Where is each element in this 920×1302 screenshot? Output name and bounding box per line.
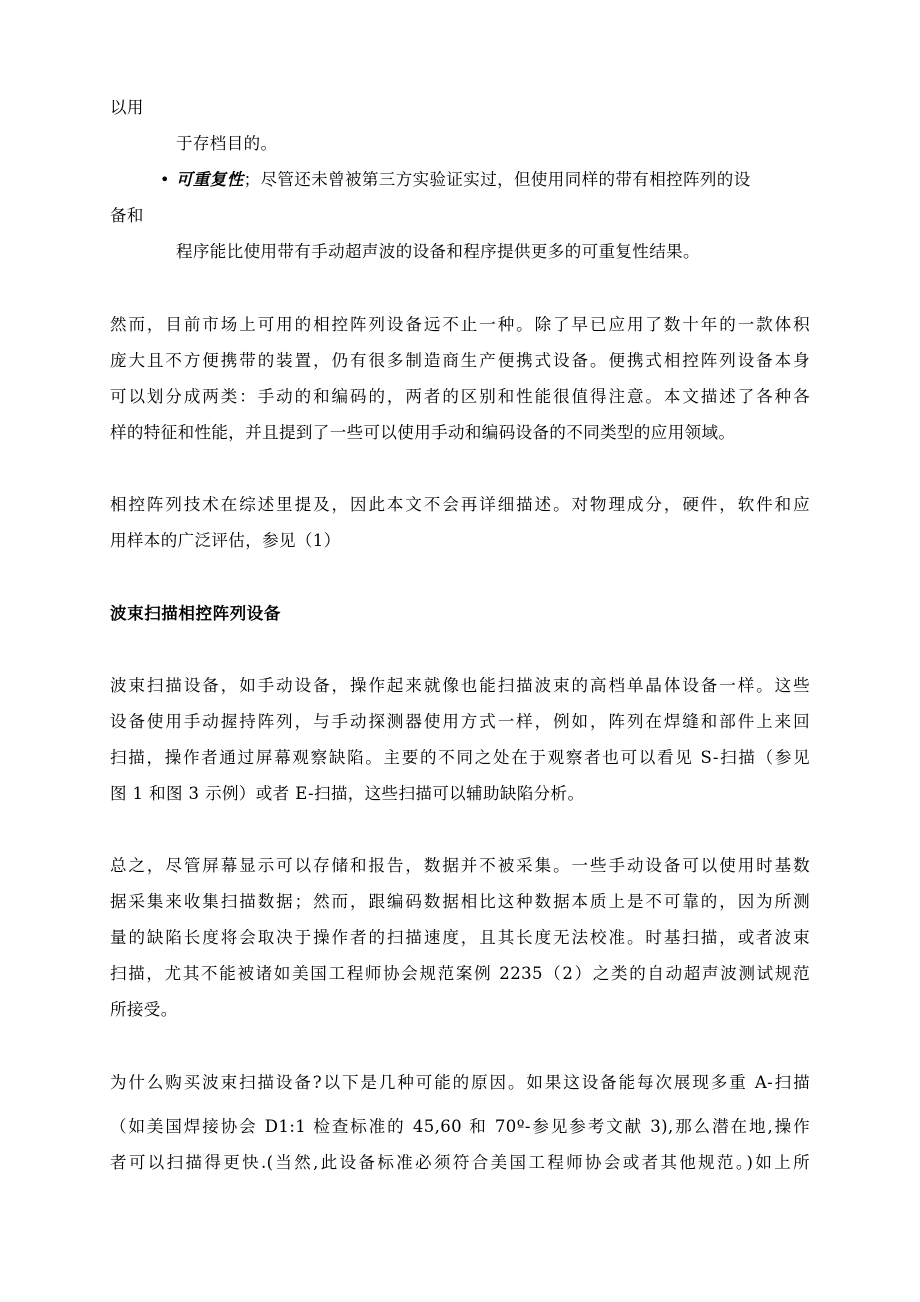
paragraph-line: 据采集来收集扫描数据；然而，跟编码数据相比这种数据本质上是不可靠的，因为所测	[110, 892, 810, 911]
text-line: 于存档目的。	[176, 134, 278, 153]
bullet-icon: •	[160, 170, 170, 189]
paragraph-line: 样的特征和性能，并且提到了一些可以使用手动和编码设备的不同类型的应用领域。	[110, 423, 736, 442]
text-line: 程序能比使用带有手动超声波的设备和程序提供更多的可重复性结果。	[176, 242, 700, 261]
bullet-text: ；尽管还未曾被第三方实验证实过，但使用同样的带有相控阵列的设	[243, 170, 751, 189]
text-line: 以用	[110, 98, 144, 117]
paragraph-line: 相控阵列技术在综述里提及，因此本文不会再详细描述。对物理成分，硬件，软件和应	[110, 495, 810, 514]
paragraph-line: 然而，目前市场上可用的相控阵列设备远不止一种。除了早已应用了数十年的一款体积	[110, 315, 810, 334]
paragraph-line: 设备使用手动握持阵列，与手动探测器使用方式一样，例如，阵列在焊缝和部件上来回	[110, 712, 810, 731]
text-line: 备和	[110, 206, 144, 225]
bullet-line	[176, 168, 751, 192]
paragraph-line: 所接受。	[110, 1000, 178, 1019]
paragraph-line: 图 1 和图 3 示例）或者 E-扫描，这些扫描可以辅助缺陷分析。	[110, 784, 585, 803]
paragraph-line: 扫描，尤其不能被诸如美国工程师协会规范案例 2235（2）之类的自动超声波测试规范	[110, 964, 810, 983]
paragraph-line: （如美国焊接协会 D1:1 检查标准的 45,60 和 70º-参见参考文献 3),那么潜在地,操作	[110, 1117, 810, 1136]
bullet-term: 可重复性	[176, 170, 244, 189]
paragraph-line: 者可以扫描得更快.(当然,此设备标准必须符合美国工程师协会或者其他规范。)如上所	[110, 1153, 810, 1172]
paragraph-line: 量的缺陷长度将会取决于操作者的扫描速度，且其长度无法校准。时基扫描，或者波束	[110, 928, 810, 947]
paragraph-line: 为什么购买波束扫描设备?以下是几种可能的原因。如果这设备能每次展现多重 A-扫描	[110, 1073, 810, 1092]
paragraph-line: 庞大且不方便携带的装置，仍有很多制造商生产便携式设备。便携式相控阵列设备本身	[110, 351, 810, 370]
paragraph-line: 扫描，操作者通过屏幕观察缺陷。主要的不同之处在于观察者也可以看见 S-扫描（参见	[110, 748, 810, 767]
paragraph-line: 总之，尽管屏幕显示可以存储和报告，数据并不被采集。一些手动设备可以使用时基数	[110, 856, 810, 875]
paragraph-line: 用样本的广泛评估，参见（1）	[110, 531, 341, 550]
section-heading: 波束扫描相控阵列设备	[110, 604, 281, 623]
paragraph-line: 波束扫描设备，如手动设备，操作起来就像也能扫描波束的高档单晶体设备一样。这些	[110, 676, 810, 695]
paragraph-line: 可以划分成两类：手动的和编码的，两者的区别和性能很值得注意。本文描述了各种各	[110, 387, 810, 406]
